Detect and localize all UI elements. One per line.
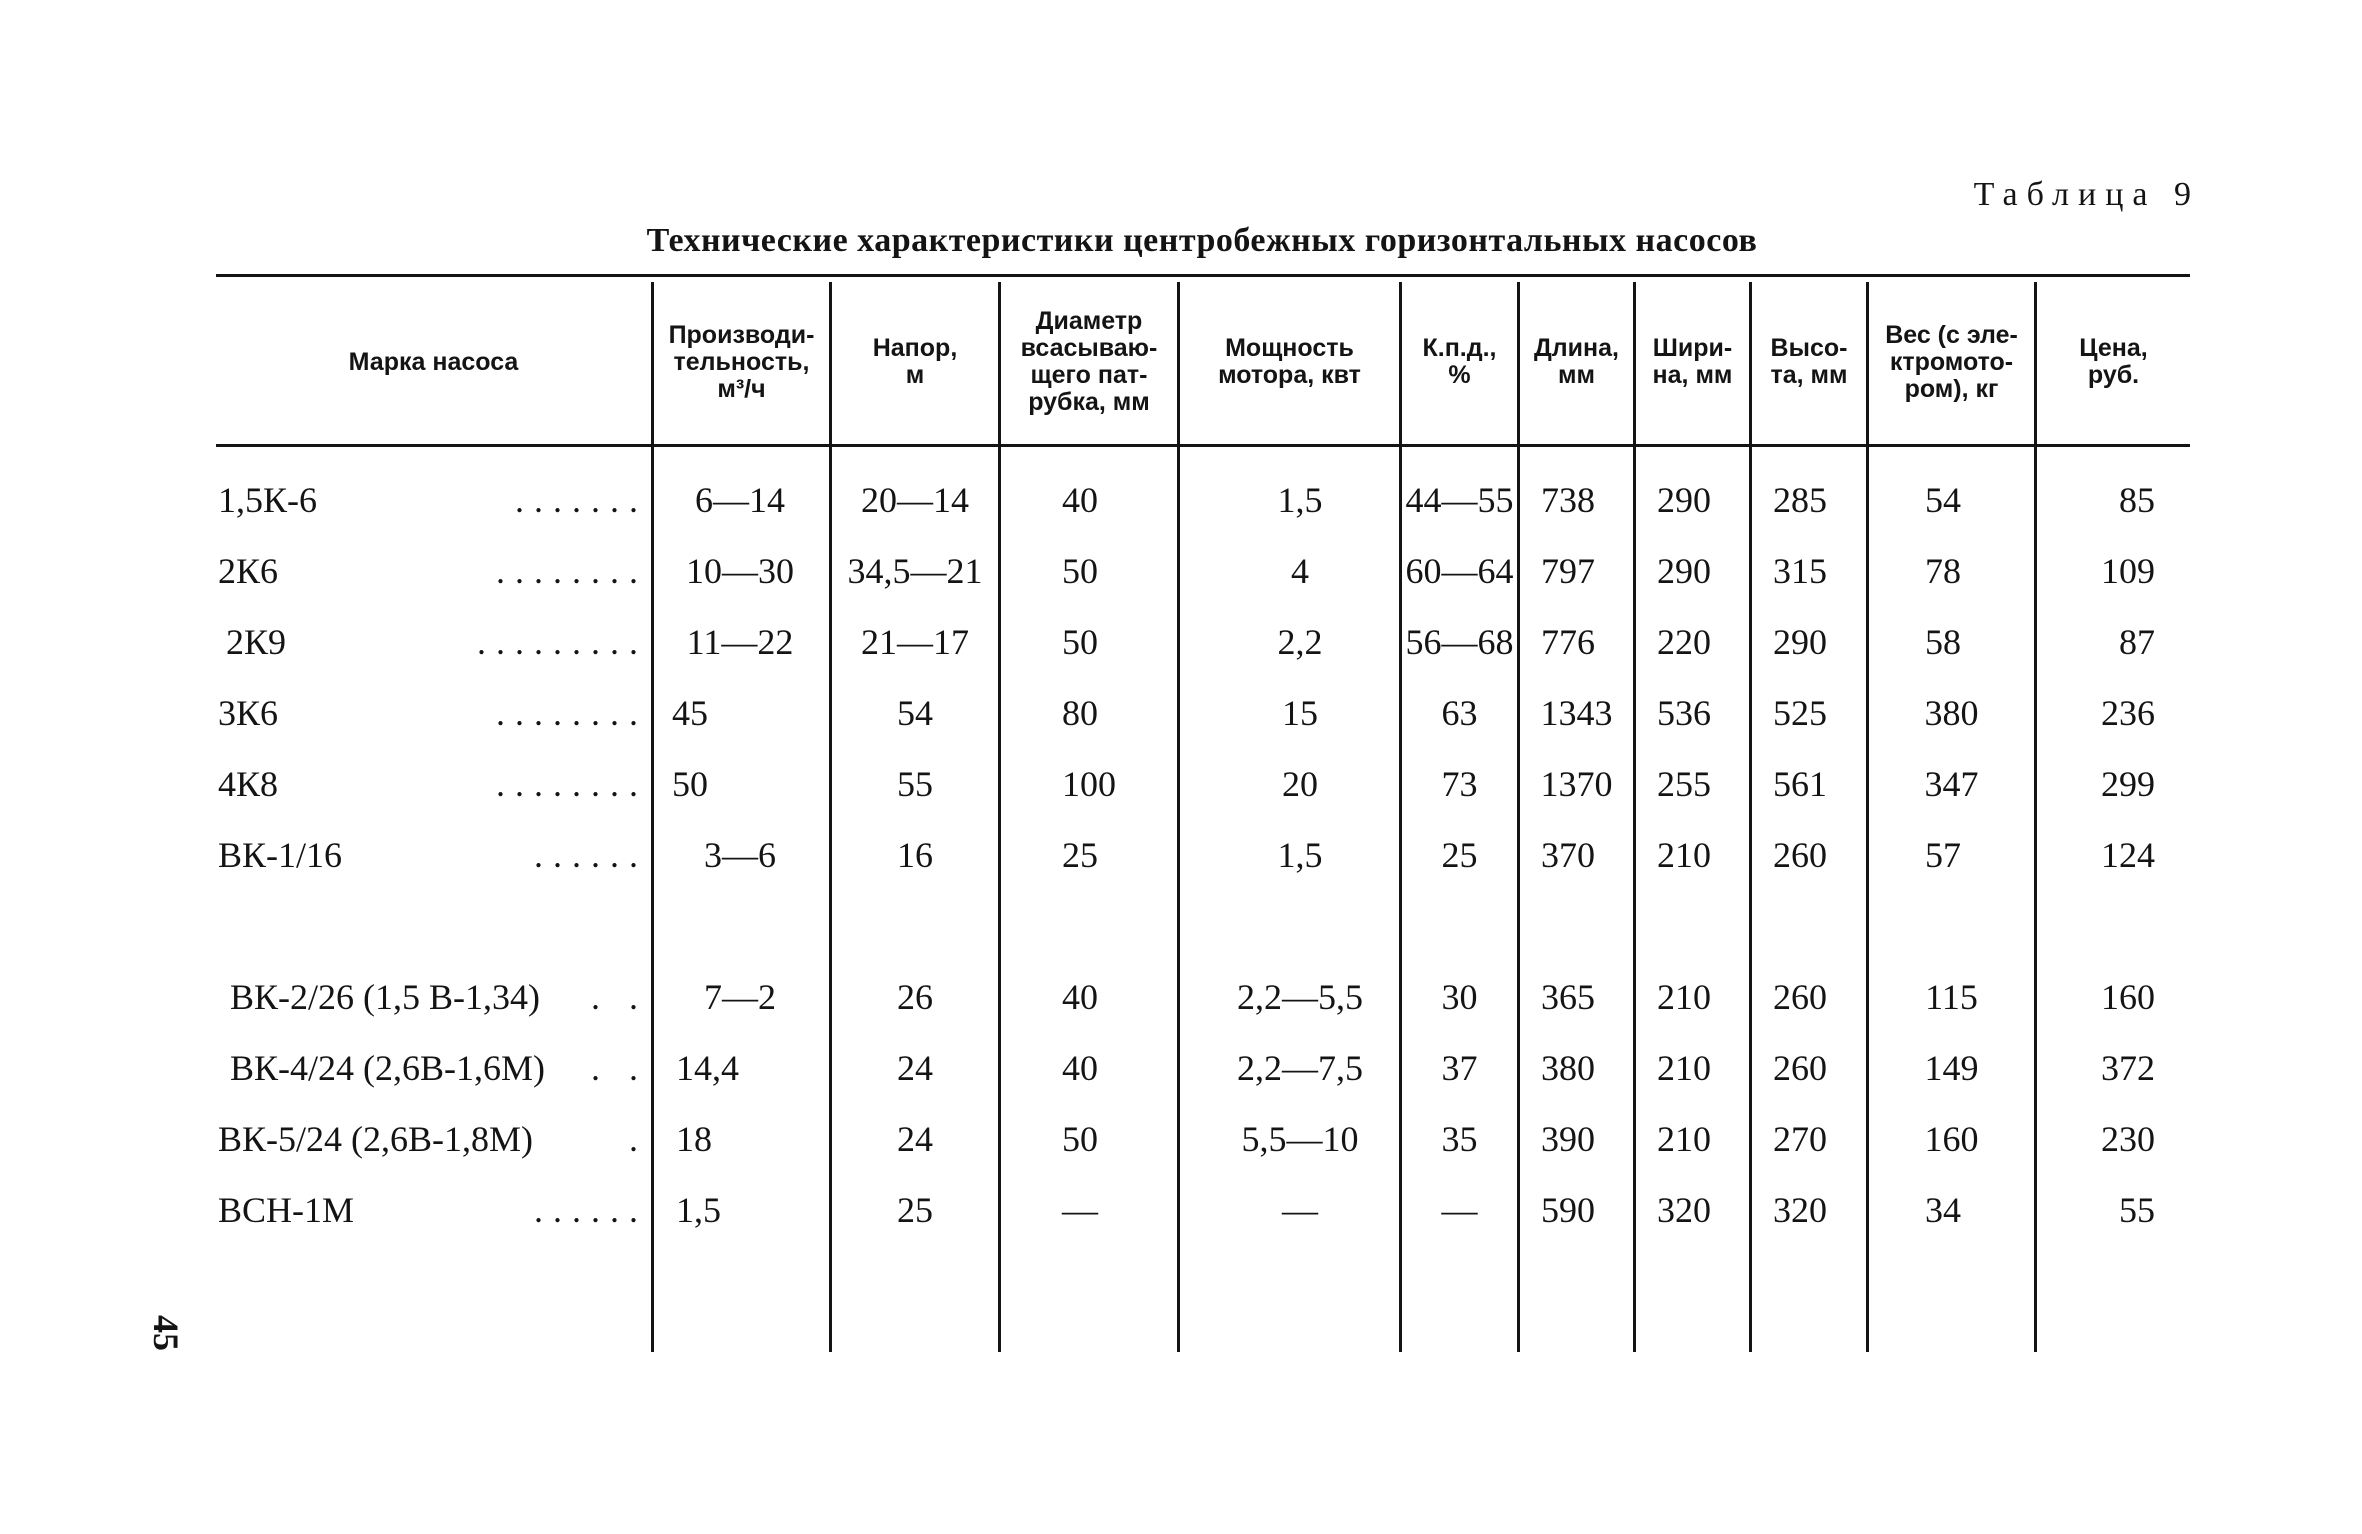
weight-cell: 160 <box>1924 1119 1979 1159</box>
weight-cell: 78 <box>1925 551 1961 591</box>
header-height: Высо- та, мм <box>1770 334 1848 389</box>
width-cell: 255 <box>1657 764 1711 804</box>
height-cell: 285 <box>1773 480 1827 520</box>
header-brand: Марка насоса <box>348 347 519 376</box>
capacity-cell: 11—22 <box>686 622 794 662</box>
power-cell: 2,2 <box>1277 622 1323 662</box>
efficiency-cell: 30 <box>1441 977 1478 1017</box>
head-cell: 54 <box>897 693 933 733</box>
head-cell: 34,5—21 <box>847 551 983 591</box>
price-cell: 160 <box>2101 977 2155 1017</box>
diameter-cell: 40 <box>1062 480 1098 520</box>
efficiency-cell: — <box>1441 1190 1478 1230</box>
header-width: Шири- на, мм <box>1652 334 1733 389</box>
head-cell: 24 <box>897 1119 933 1159</box>
pump-brand: ВК-4/24 (2,6В-1,6М) . . <box>230 1048 648 1088</box>
power-cell: 2,2—7,5 <box>1237 1048 1363 1088</box>
price-cell: 109 <box>2101 551 2155 591</box>
length-cell: 738 <box>1541 480 1595 520</box>
capacity-cell: 7—2 <box>704 977 776 1017</box>
height-cell: 260 <box>1773 835 1827 875</box>
price-cell: 55 <box>2119 1190 2155 1230</box>
power-cell: 15 <box>1282 693 1318 733</box>
length-cell: 370 <box>1541 835 1595 875</box>
header-diameter: Диаметр всасываю- щего пат- рубка, мм <box>1020 307 1158 416</box>
width-cell: 320 <box>1657 1190 1711 1230</box>
capacity-cell: 1,5 <box>676 1190 721 1230</box>
efficiency-cell: 35 <box>1441 1119 1478 1159</box>
table-row <box>0 1182 2362 1238</box>
table-row <box>0 685 2362 741</box>
head-cell: 24 <box>897 1048 933 1088</box>
table-row <box>0 969 2362 1025</box>
width-cell: 210 <box>1657 835 1711 875</box>
pump-brand: ВСН-1М ...... <box>218 1190 648 1230</box>
height-cell: 260 <box>1773 977 1827 1017</box>
head-cell: 16 <box>897 835 933 875</box>
diameter-cell: — <box>1062 1190 1098 1230</box>
height-cell: 290 <box>1773 622 1827 662</box>
capacity-cell: 50 <box>672 764 708 804</box>
capacity-cell: 14,4 <box>676 1048 739 1088</box>
weight-cell: 380 <box>1924 693 1979 733</box>
price-cell: 85 <box>2119 480 2155 520</box>
diameter-cell: 80 <box>1062 693 1098 733</box>
efficiency-cell: 73 <box>1441 764 1478 804</box>
pump-brand: 2К9 ......... <box>226 622 648 662</box>
length-cell: 776 <box>1541 622 1595 662</box>
efficiency-cell: 25 <box>1441 835 1478 875</box>
diameter-cell: 50 <box>1062 551 1098 591</box>
header-bottom-rule <box>216 444 2190 447</box>
weight-cell: 115 <box>1925 977 1978 1017</box>
weight-cell: 34 <box>1925 1190 1961 1230</box>
header-weight: Вес (с эле- ктромото- ром), кг <box>1885 320 2018 403</box>
table-row <box>0 472 2362 528</box>
capacity-cell: 45 <box>672 693 708 733</box>
width-cell: 290 <box>1657 480 1711 520</box>
length-cell: 380 <box>1541 1048 1595 1088</box>
table-caption: Технические характеристики центробежных горизонтальных насосов <box>646 222 1758 259</box>
capacity-cell: 18 <box>676 1119 712 1159</box>
head-cell: 55 <box>897 764 933 804</box>
length-cell: 365 <box>1541 977 1595 1017</box>
power-cell: 1,5 <box>1277 835 1323 875</box>
width-cell: 210 <box>1657 1119 1711 1159</box>
height-cell: 320 <box>1773 1190 1827 1230</box>
power-cell: 2,2—5,5 <box>1237 977 1363 1017</box>
price-cell: 299 <box>2101 764 2155 804</box>
width-cell: 220 <box>1657 622 1711 662</box>
height-cell: 561 <box>1773 764 1827 804</box>
price-cell: 230 <box>2101 1119 2155 1159</box>
height-cell: 525 <box>1773 693 1827 733</box>
diameter-cell: 50 <box>1062 622 1098 662</box>
header-price: Цена, руб. <box>2079 334 2148 389</box>
header-efficiency: К.п.д., % <box>1422 334 1497 389</box>
length-cell: 590 <box>1541 1190 1595 1230</box>
length-cell: 797 <box>1541 551 1595 591</box>
power-cell: 20 <box>1282 764 1318 804</box>
diameter-cell: 40 <box>1062 977 1098 1017</box>
pump-brand: 4К8 ........ <box>218 764 648 804</box>
table-row <box>0 614 2362 670</box>
pump-brand: ВК-1/16 ...... <box>218 835 648 875</box>
head-cell: 26 <box>897 977 933 1017</box>
capacity-cell: 6—14 <box>695 480 785 520</box>
header-length: Длина, мм <box>1533 334 1619 389</box>
width-cell: 290 <box>1657 551 1711 591</box>
table-row <box>0 756 2362 812</box>
price-cell: 87 <box>2119 622 2155 662</box>
length-cell: 390 <box>1541 1119 1595 1159</box>
length-cell: 1343 <box>1540 693 1613 733</box>
pump-brand: 1,5К-6 ....... <box>218 480 648 520</box>
efficiency-cell: 60—64 <box>1405 551 1514 591</box>
head-cell: 21—17 <box>861 622 969 662</box>
efficiency-cell: 44—55 <box>1405 480 1514 520</box>
pump-brand: 2К6 ........ <box>218 551 648 591</box>
efficiency-cell: 56—68 <box>1405 622 1514 662</box>
power-cell: — <box>1282 1190 1318 1230</box>
pump-brand: 3К6 ........ <box>218 693 648 733</box>
header-power: Мощность мотора, квт <box>1218 334 1361 389</box>
height-cell: 270 <box>1773 1119 1827 1159</box>
weight-cell: 347 <box>1924 764 1979 804</box>
table-top-rule <box>216 274 2190 277</box>
table-row <box>0 1111 2362 1167</box>
page-number: 45 <box>146 1315 186 1351</box>
weight-cell: 149 <box>1924 1048 1979 1088</box>
diameter-cell: 50 <box>1062 1119 1098 1159</box>
head-cell: 20—14 <box>861 480 969 520</box>
power-cell: 5,5—10 <box>1241 1119 1359 1159</box>
efficiency-cell: 37 <box>1441 1048 1478 1088</box>
table-row <box>0 543 2362 599</box>
price-cell: 124 <box>2101 835 2155 875</box>
weight-cell: 54 <box>1925 480 1961 520</box>
price-cell: 372 <box>2101 1048 2155 1088</box>
header-head: Напор, м <box>872 334 958 389</box>
height-cell: 315 <box>1773 551 1827 591</box>
capacity-cell: 3—6 <box>704 835 776 875</box>
price-cell: 236 <box>2101 693 2155 733</box>
length-cell: 1370 <box>1540 764 1613 804</box>
diameter-cell: 100 <box>1062 764 1116 804</box>
diameter-cell: 25 <box>1062 835 1098 875</box>
weight-cell: 57 <box>1925 835 1961 875</box>
width-cell: 536 <box>1657 693 1711 733</box>
header-capacity: Производи- тельность, м³/ч <box>668 320 815 403</box>
height-cell: 260 <box>1773 1048 1827 1088</box>
table-label: Таблица 9 <box>1973 176 2200 213</box>
table-row <box>0 827 2362 883</box>
power-cell: 4 <box>1291 551 1309 591</box>
weight-cell: 58 <box>1925 622 1961 662</box>
diameter-cell: 40 <box>1062 1048 1098 1088</box>
capacity-cell: 10—30 <box>686 551 794 591</box>
power-cell: 1,5 <box>1277 480 1323 520</box>
width-cell: 210 <box>1657 1048 1711 1088</box>
head-cell: 25 <box>897 1190 933 1230</box>
efficiency-cell: 63 <box>1441 693 1478 733</box>
table-row <box>0 1040 2362 1096</box>
pump-brand: ВК-5/24 (2,6В-1,8М) . <box>218 1119 648 1159</box>
width-cell: 210 <box>1657 977 1711 1017</box>
pump-brand: ВК-2/26 (1,5 В-1,34) . . <box>230 977 648 1017</box>
